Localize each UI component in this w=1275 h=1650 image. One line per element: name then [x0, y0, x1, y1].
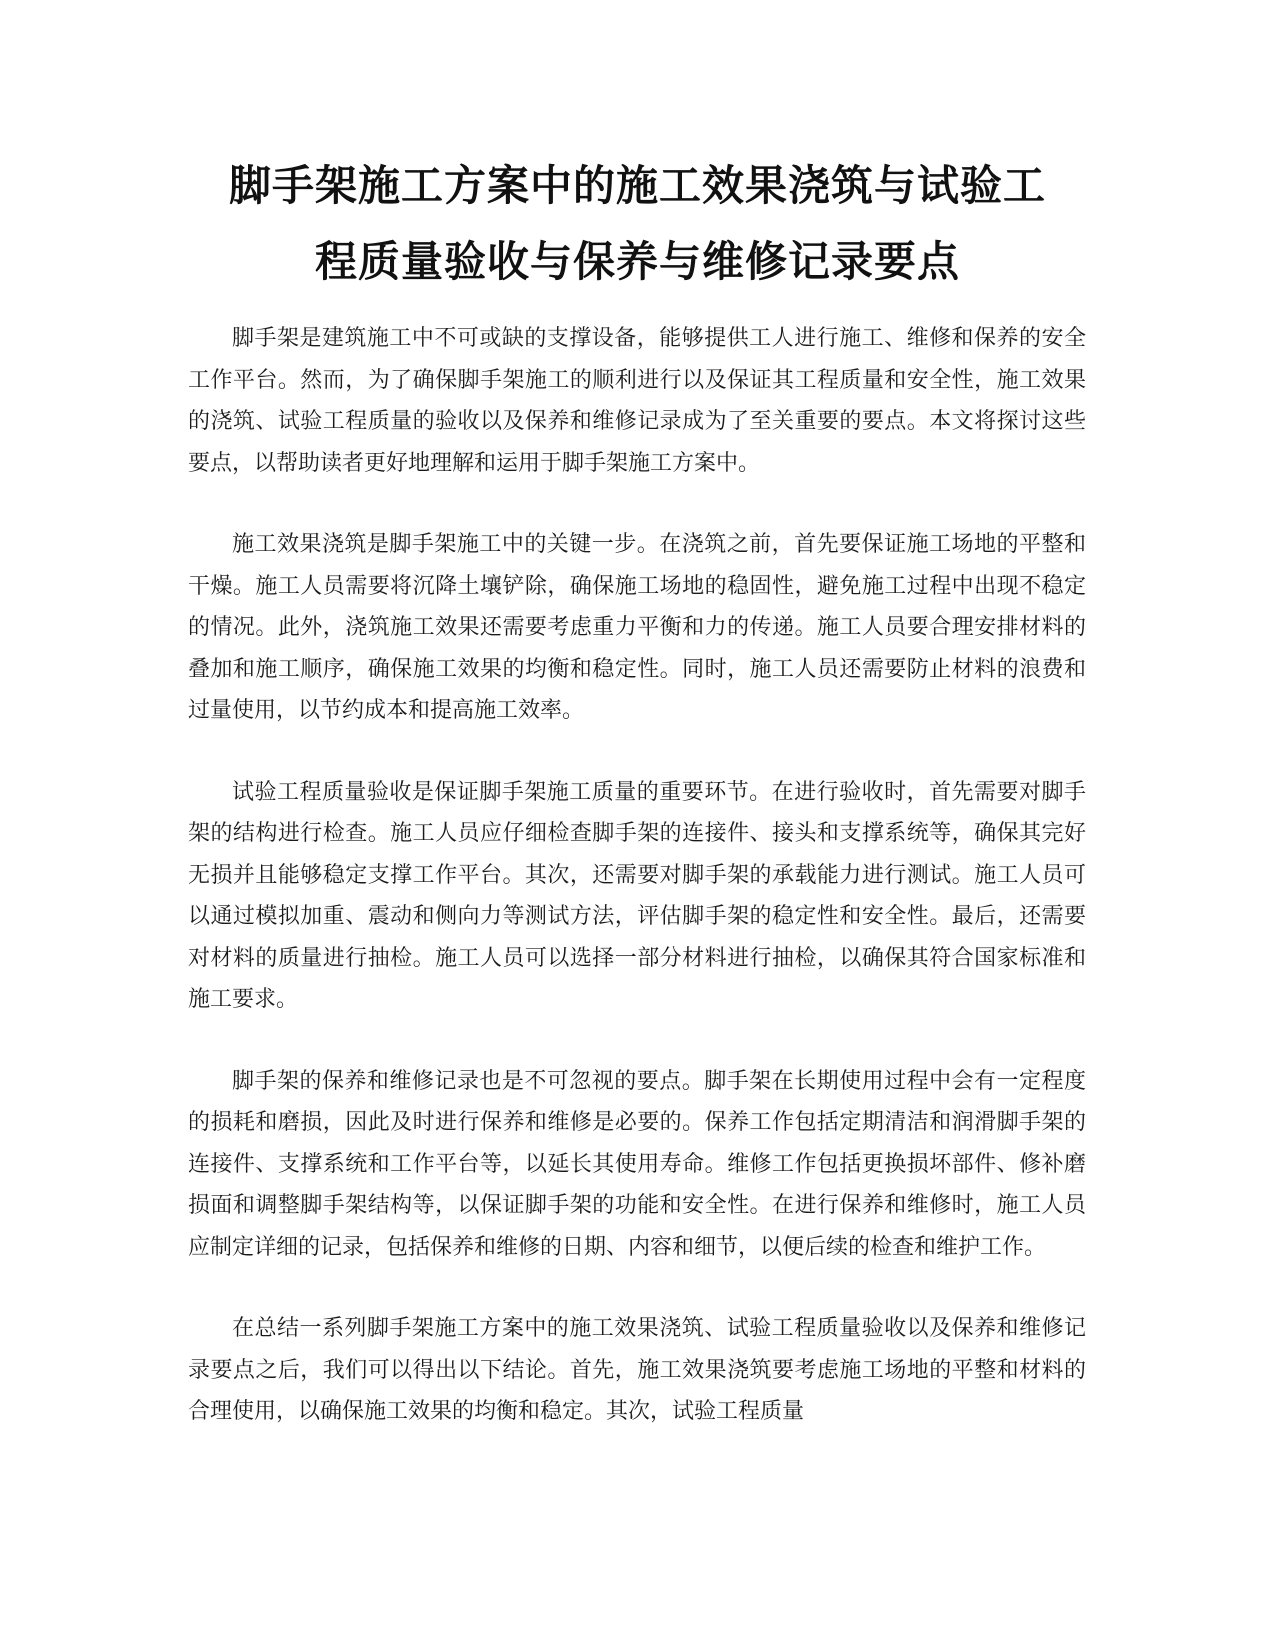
paragraph-inspection: 试验工程质量验收是保证脚手架施工质量的重要环节。在进行验收时，首先需要对脚手架的结构进行检查。施工人员应仔细检查脚手架的连接件、接头和支撑系统等，确保其完好无损并且能够稳定支撑工作平台。其次，还需要对脚手架的承载能力进行测试。施工人员可以通过模拟加重、震动和侧向力等测试方法，评估脚手架的稳定性和安全性。最后，还需要对材料的质量进行抽检。施工人员可以选择一部分材料进行抽检，以确保其符合国家标准和施工要求。 [188, 779, 1086, 1012]
title-line-2: 程质量验收与保养与维修记录要点 [314, 237, 960, 286]
paragraph-summary: 在总结一系列脚手架施工方案中的施工效果浇筑、试验工程质量验收以及保养和维修记录要点之后，我们可以得出以下结论。首先，施工效果浇筑要考虑施工场地的平整和材料的合理使用，以确保施工效果的均衡和稳定。其次，试验工程质量 [188, 1316, 1086, 1424]
document-title [185, 148, 1090, 300]
paragraph-intro: 脚手架是建筑施工中不可或缺的支撑设备，能够提供工人进行施工、维修和保养的安全工作平台。然而，为了确保脚手架施工的顺利进行以及保证其工程质量和安全性，施工效果的浇筑、试验工程质量的验收以及保养和维修记录成为了至关重要的要点。本文将探讨这些要点，以帮助读者更好地理解和运用于脚手架施工方案中。 [188, 326, 1086, 476]
paragraph-pouring: 施工效果浇筑是脚手架施工中的关键一步。在浇筑之前，首先要保证施工场地的平整和干燥。施工人员需要将沉降土壤铲除，确保施工场地的稳固性，避免施工过程中出现不稳定的情况。此外，浇筑施工效果还需要考虑重力平衡和力的传递。施工人员要合理安排材料的叠加和施工顺序，确保施工效果的均衡和稳定性。同时，施工人员还需要防止材料的浪费和过量使用，以节约成本和提高施工效率。 [188, 532, 1086, 723]
title-line-1: 脚手架施工方案中的施工效果浇筑与试验工 [228, 161, 1046, 210]
paragraph-maintenance: 脚手架的保养和维修记录也是不可忽视的要点。脚手架在长期使用过程中会有一定程度的损耗和磨损，因此及时进行保养和维修是必要的。保养工作包括定期清洁和润滑脚手架的连接件、支撑系统和工作平台等，以延长其使用寿命。维修工作包括更换损坏部件、修补磨损面和调整脚手架结构等，以保证脚手架的功能和安全性。在进行保养和维修时，施工人员应制定详细的记录，包括保养和维修的日期、内容和细节，以便后续的检查和维护工作。 [188, 1068, 1086, 1260]
document-body [188, 318, 1086, 1473]
